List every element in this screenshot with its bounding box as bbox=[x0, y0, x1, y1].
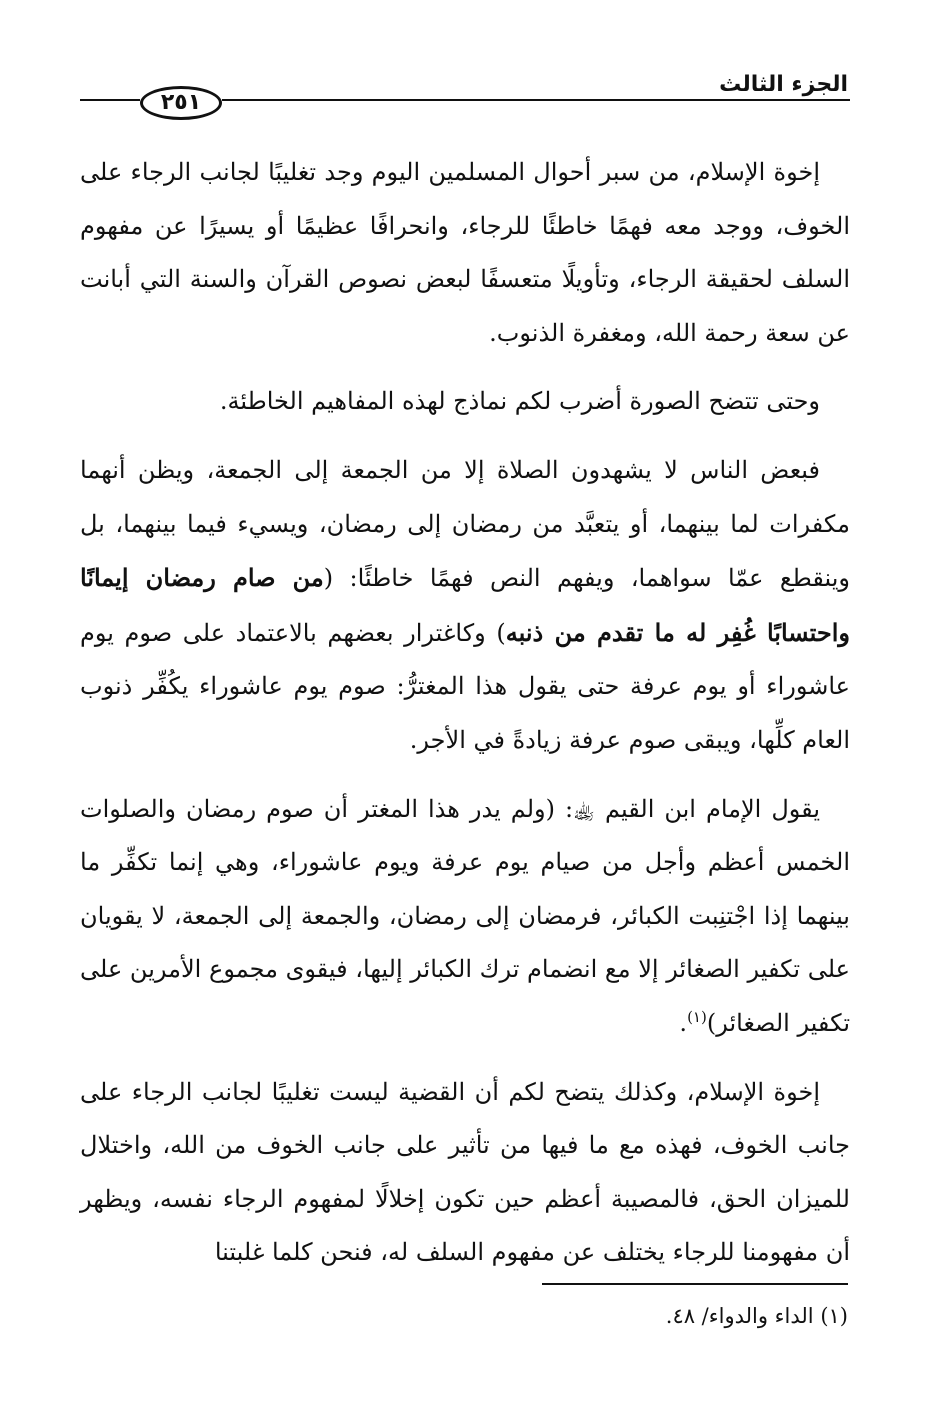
header-rule-left bbox=[80, 99, 140, 101]
paragraph bbox=[80, 783, 850, 1051]
page-number-oval bbox=[140, 86, 222, 120]
page-header bbox=[0, 0, 944, 140]
paragraph-text: إخوة الإسلام، من سبر أحوال المسلمين اليوم وجد تغليبًا لجانب الرجاء على الخوف، ووجد معه فهمًا خاطئًا للرجاء، وانحرافًا عظيمًا أو يسيرًا عن مفهوم السلف لحقيقة الرجاء، وتأويلًا متعسفًا لبعض نصوص القرآن والسنة التي أبانت عن سعة رحمة الله، ومغفرة الذنوب. bbox=[80, 158, 850, 347]
footnote-marker: (١) bbox=[687, 1007, 707, 1026]
body-text bbox=[80, 146, 850, 1280]
paragraph-text: فبعض الناس لا يشهدون الصلاة إلا من الجمعة إلى الجمعة، ويظن أنهما مكفرات لما بينهما، أو يتعبَّد من رمضان إلى رمضان، ويسيء فيما بينهما، بل وينقطع عمّا سواهما، ويفهم النص فهمًا خاطئًا: ( bbox=[80, 455, 850, 593]
paragraph-text: إخوة الإسلام، وكذلك يتضح لكم أن القضية ليست تغليبًا لجانب الرجاء على جانب الخوف، فهذه مع ما فيها من تأثير على جانب الخوف من الله، واختلال للميزان الحق، فالمصيبة أعظم حين تكون إخلالًا لمفهوم الرجاء نفسه، ويظهر أن مفهومنا للرجاء يختلف عن مفهوم السلف له، فنحن كلما غلبتنا bbox=[80, 1077, 850, 1267]
paragraph bbox=[80, 1066, 850, 1280]
hadith-quote: من صام رمضان إيمانًا واحتسابًا غُفِر له ما تقدم من ذنبه bbox=[80, 563, 851, 647]
paragraph bbox=[80, 444, 850, 768]
footnote-separator bbox=[542, 1283, 848, 1285]
part-label: الجزء الثالث bbox=[719, 72, 848, 97]
paragraph-text: يقول الإمام ابن القيم ﵀: (ولم يدر هذا المغتر أن صوم رمضان والصلوات الخمس أعظم وأجل من صيام يوم عرفة ويوم عاشوراء، وهي إنما تكفِّر ما بينهما إذا اجْتنِبت الكبائر، فرمضان إلى رمضان، والجمعة إلى الجمعة، لا يقويان على تكفير الصغائر إلا مع انضمام ترك الكبائر إليها، فيقوى مجموع الأمرين على تكفير الصغائر) bbox=[80, 794, 850, 1037]
paragraph bbox=[80, 146, 850, 360]
paragraph-text: وحتى تتضح الصورة أضرب لكم نماذج لهذه المفاهيم الخاطئة. bbox=[219, 387, 820, 416]
footnote: (١) الداء والدواء/ ٤٨. bbox=[665, 1304, 848, 1328]
paragraph-text: ) وكاغترار بعضهم بالاعتماد على صوم يوم عاشوراء أو يوم عرفة حتى يقول هذا المغترُّ: صوم يوم عاشوراء يكُفِّر ذنوب العام كلِّها، ويبقى صوم عرفة زيادةً في الأجر. bbox=[80, 618, 850, 754]
paragraph bbox=[80, 375, 850, 429]
paragraph-text: . bbox=[679, 1008, 688, 1037]
header-rule-right bbox=[222, 99, 850, 101]
page-number: ٢٥١ bbox=[160, 90, 202, 115]
